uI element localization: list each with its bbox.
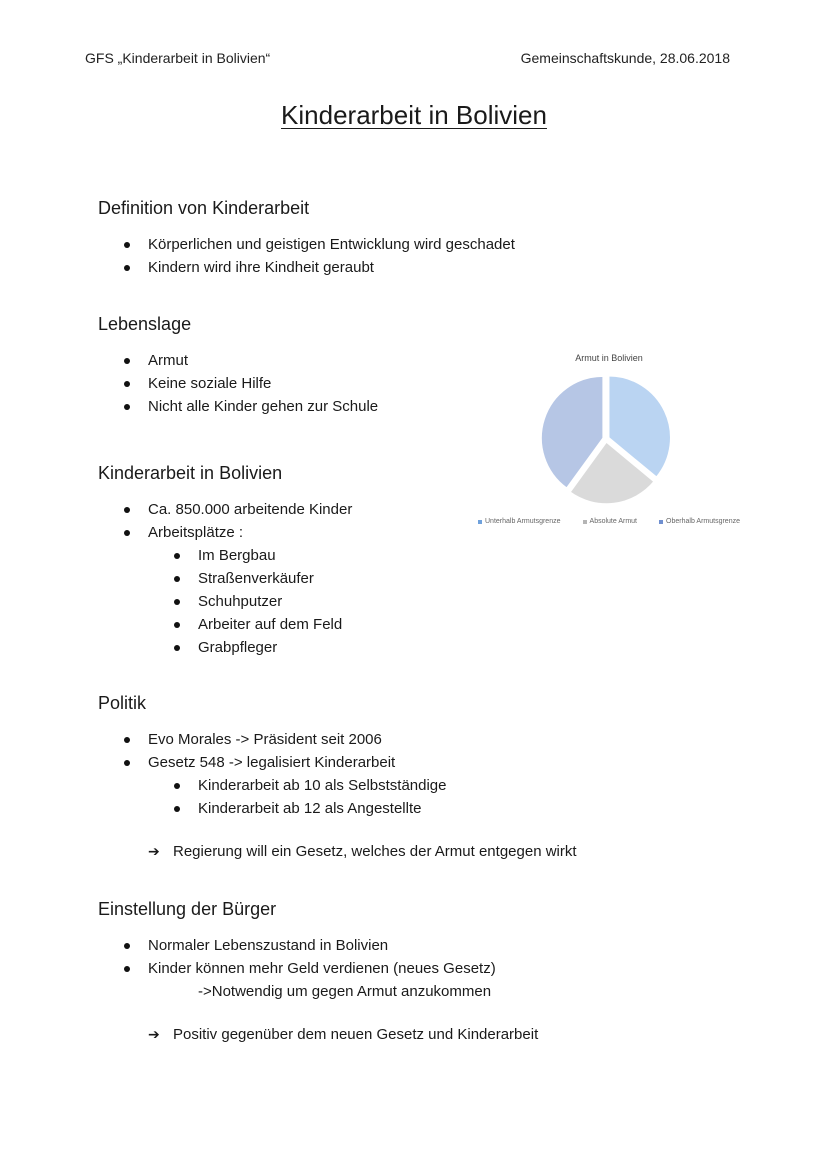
page-title: Kinderarbeit in Bolivien <box>281 100 547 130</box>
section-heading: Politik <box>98 693 147 713</box>
section-politik <box>98 692 718 863</box>
list-item: Kinder können mehr Geld verdienen (neues Gesetz) <box>98 957 718 980</box>
continuation-text: ->Notwendig um gegen Armut anzukommen <box>198 983 492 1000</box>
section-definition <box>98 197 718 279</box>
conclusion-line <box>98 1023 718 1046</box>
list-item: Arbeitsplätze : <box>98 521 718 544</box>
arrow-right-icon: ➔ <box>148 843 160 859</box>
section-heading: Einstellung der Bürger <box>98 899 277 919</box>
list-item: Gesetz 548 -> legalisiert Kinderarbeit <box>98 751 718 774</box>
list-item: Keine soziale Hilfe <box>98 372 478 395</box>
list-item: Ca. 850.000 arbeitende Kinder <box>98 498 718 521</box>
section-kinderarbeit <box>98 462 718 659</box>
conclusion-text: Regierung will ein Gesetz, welches der Armut entgegen wirkt <box>173 843 577 860</box>
legend-label: Absolute Armut <box>589 518 637 525</box>
section-lebenslage <box>98 313 478 418</box>
section-heading: Definition von Kinderarbeit <box>98 198 310 218</box>
sub-list-item: Grabpfleger <box>98 636 718 659</box>
legend-label: Oberhalb Armutsgrenze <box>666 518 740 525</box>
sub-list-item: Im Bergbau <box>98 544 718 567</box>
list-item: Körperlichen und geistigen Entwicklung wird geschadet <box>98 233 718 256</box>
list-item: Normaler Lebenszustand in Bolivien <box>98 934 718 957</box>
sub-list-item: Arbeiter auf dem Feld <box>98 613 718 636</box>
sub-list-item: Straßenverkäufer <box>98 567 718 590</box>
chart-title: Armut in Bolivien <box>575 353 643 363</box>
header-left: GFS „Kinderarbeit in Bolivien“ <box>85 50 271 66</box>
legend-label: Unterhalb Armutsgrenze <box>485 518 561 525</box>
section-einstellung <box>98 898 718 1046</box>
list-item: Armut <box>98 349 478 372</box>
list-item: Kindern wird ihre Kindheit geraubt <box>98 256 718 279</box>
sub-list-item: Kinderarbeit ab 10 als Selbstständige <box>98 774 718 797</box>
list-item: Nicht alle Kinder gehen zur Schule <box>98 395 478 418</box>
sub-list-item: Kinderarbeit ab 12 als Angestellte <box>98 797 718 820</box>
arrow-right-icon: ➔ <box>148 1026 160 1042</box>
list-item: Evo Morales -> Präsident seit 2006 <box>98 728 718 751</box>
section-heading: Kinderarbeit in Bolivien <box>98 463 283 483</box>
section-heading: Lebenslage <box>98 314 192 334</box>
conclusion-text: Positiv gegenüber dem neuen Gesetz und Kinderarbeit <box>173 1026 539 1043</box>
header-right: Gemeinschaftskunde, 28.06.2018 <box>520 50 730 66</box>
sub-list-item: Schuhputzer <box>98 590 718 613</box>
conclusion-line <box>98 840 718 863</box>
